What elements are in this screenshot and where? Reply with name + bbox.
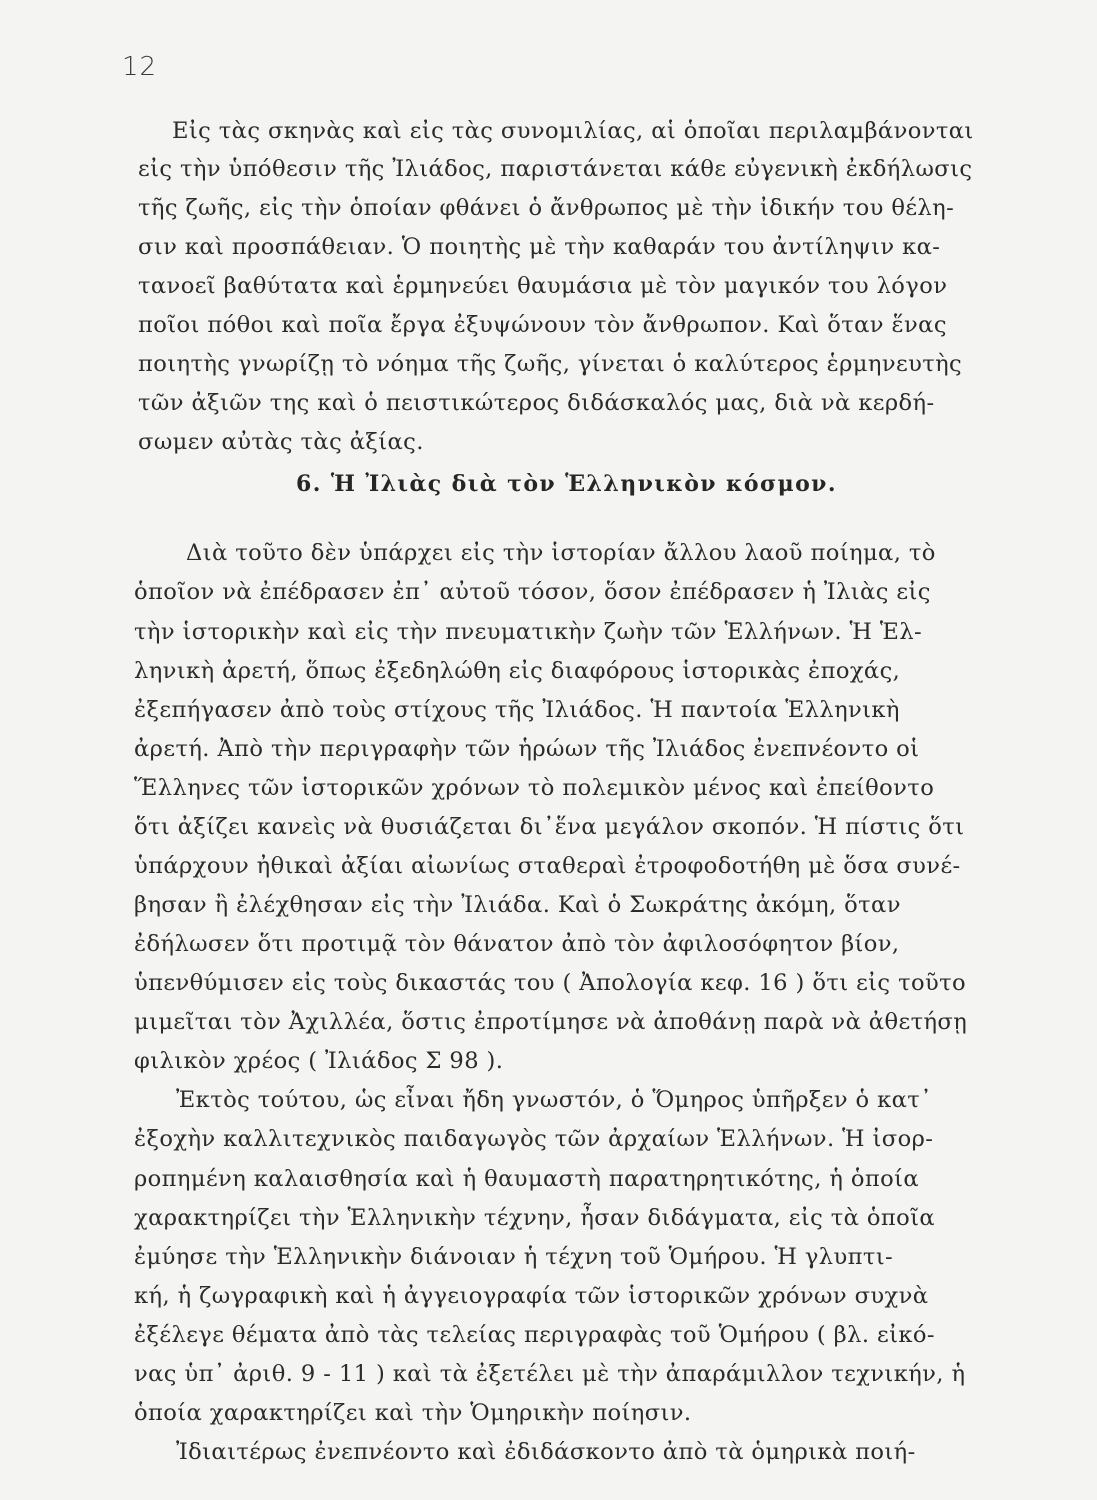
text-line: εἰς τὴν ὑπόθεσιν τῆς Ἰλιάδος, παριστάνεται κάθε εὐγενικὴ ἐκδήλωσις [138,156,973,182]
text-line: ποιητὴς γνωρίζῃ τὸ νόημα τῆς ζωῆς, γίνεται ὁ καλύτερος ἑρμηνευτὴς [138,351,963,377]
text-line: ἐξεπήγασεν ἀπὸ τοὺς στίχους τῆς Ἰλιάδος. Ἡ παντοία Ἑλληνικὴ [134,697,900,723]
text-line: ὑπάρχουν ἠθικαὶ ἀξίαι αἰωνίως σταθεραὶ ἐτροφοδοτήθη μὲ ὅσα συνέ- [134,853,961,879]
text-line: ὅτι ἀξίζει κανεὶς νὰ θυσιάζεται δι᾿ἕνα μεγάλον σκοπόν. Ἡ πίστις ὅτι [134,814,965,840]
text-line: Διὰ τοῦτο δὲν ὑπάρχει εἰς τὴν ἱστορίαν ἄλλου λαοῦ ποίημα, τὸ [186,540,936,566]
text-line: ὁποῖον νὰ ἐπέδρασεν ἐπ᾿ αὐτοῦ τόσον, ὅσον ἐπέδρασεν ἡ Ἰλιὰς εἰς [134,579,931,605]
text-line: ἐξέλεγε θέματα ἀπὸ τὰς τελείας περιγραφὰς τοῦ Ὁμήρου ( βλ. εἰκό- [134,1322,935,1348]
text-line: κή, ἡ ζωγραφικὴ καὶ ἡ ἀγγειογραφία τῶν ἱστορικῶν χρόνων συχνὰ [134,1283,929,1309]
text-line: Ἕλληνες τῶν ἱστορικῶν χρόνων τὸ πολεμικὸν μένος καὶ ἐπείθοντο [134,775,935,801]
text-line: Ἐκτὸς τούτου, ὡς εἶναι ἤδη γνωστόν, ὁ Ὅμηρος ὑπῆρξεν ὁ κατ᾿ [176,1087,932,1113]
section-heading: 6. Ἡ Ἰλιὰς διὰ τὸν Ἑλληνικὸν κόσμον. [296,471,837,497]
text-line: ληνικὴ ἀρετή, ὅπως ἐξεδηλώθη εἰς διαφόρους ἱστορικὰς ἐποχάς, [134,658,901,684]
text-line: Ἰδιαιτέρως ἐνεπνέοντο καὶ ἐδιδάσκοντο ἀπὸ τὰ ὁμηρικὰ ποιή- [176,1439,916,1465]
text-line: βησαν ἢ ἐλέχθησαν εἰς τὴν Ἰλιάδα. Καὶ ὁ Σωκράτης ἀκόμη, ὅταν [134,892,901,918]
text-line: Εἰς τὰς σκηνὰς καὶ εἰς τὰς συνομιλίας, αἱ ὁποῖαι περιλαμβάνονται [172,118,974,144]
text-line: μιμεῖται τὸν Ἀχιλλέα, ὅστις ἐπροτίμησε νὰ ἀποθάνῃ παρὰ νὰ ἀθετήσῃ [134,1009,968,1035]
text-line: ροπημένη καλαισθησία καὶ ἡ θαυμαστὴ παρατηρητικότης, ἡ ὁποία [134,1166,920,1192]
text-line: τῆς ζωῆς, εἰς τὴν ὁποίαν φθάνει ὁ ἄνθρωπος μὲ τὴν ἰδικήν του θέλη- [138,195,955,221]
text-line: νας ὑπ᾿ ἀριθ. 9 - 11 ) καὶ τὰ ἐξετέλει μὲ τὴν ἀπαράμιλλον τεχνικήν, ἡ [134,1361,966,1387]
text-line: τὴν ἱστορικὴν καὶ εἰς τὴν πνευματικὴν ζωὴν τῶν Ἑλλήνων. Ἡ Ἑλ- [134,619,923,645]
text-line: χαρακτηρίζει τὴν Ἑλληνικὴν τέχνην, ἦσαν διδάγματα, εἰς τὰ ὁποῖα [134,1205,936,1231]
page-number: 12 [122,52,158,82]
text-line: ἐμύησε τὴν Ἑλληνικὴν διάνοιαν ἡ τέχνη τοῦ Ὁμήρου. Ἡ γλυπτι- [134,1244,894,1270]
text-line: ποῖοι πόθοι καὶ ποῖα ἔργα ἐξυψώνουν τὸν ἄνθρωπον. Καὶ ὅταν ἕνας [138,312,947,338]
text-line: φιλικὸν χρέος ( Ἰλιάδος Σ 98 ). [134,1048,504,1074]
text-line: ἐξοχὴν καλλιτεχνικὸς παιδαγωγὸς τῶν ἀρχαίων Ἑλλήνων. Ἡ ἰσορ- [134,1126,934,1152]
text-line: ἀρετή. Ἀπὸ τὴν περιγραφὴν τῶν ἡρώων τῆς Ἰλιάδος ἐνεπνέοντο οἱ [134,736,920,762]
text-line: ὑπενθύμισεν εἰς τοὺς δικαστάς του ( Ἀπολογία κεφ. 16 ) ὅτι εἰς τοῦτο [134,970,967,996]
text-line: σωμεν αὐτὰς τὰς ἀξίας. [138,429,424,455]
text-line: σιν καὶ προσπάθειαν. Ὁ ποιητὴς μὲ τὴν καθαράν του ἀντίληψιν κα- [138,234,941,260]
text-line: ὁποία χαρακτηρίζει καὶ τὴν Ὁμηρικὴν ποίησιν. [134,1400,692,1426]
text-line: ἐδήλωσεν ὅτι προτιμᾷ τὸν θάνατον ἀπὸ τὸν ἀφιλοσόφητον βίον, [134,931,900,957]
text-line: τανοεῖ βαθύτατα καὶ ἑρμηνεύει θαυμάσια μὲ τὸν μαγικόν του λόγον [138,273,948,299]
text-line: τῶν ἀξιῶν της καὶ ὁ πειστικώτερος διδάσκαλός μας, διὰ νὰ κερδή- [138,390,935,416]
